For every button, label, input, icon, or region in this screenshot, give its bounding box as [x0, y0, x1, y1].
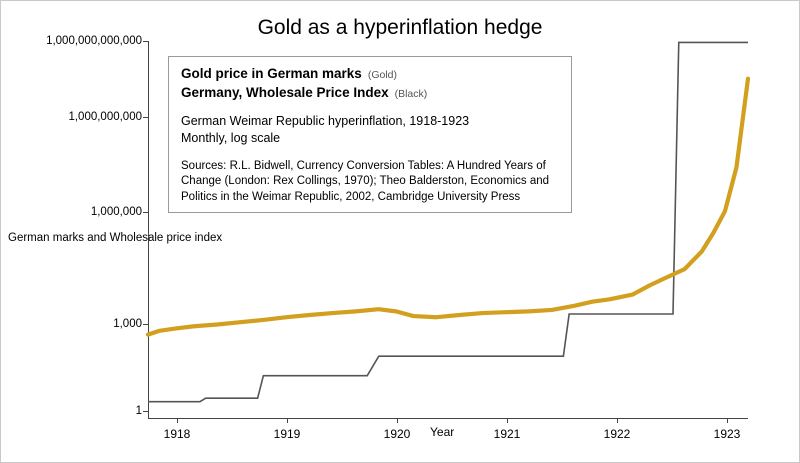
y-tick-label-1e3: 1,000 — [113, 318, 142, 330]
y-tick-label-1: 1 — [135, 405, 142, 417]
x-tick-label-1922: 1922 — [603, 427, 631, 441]
x-axis-title: Year — [430, 425, 455, 439]
x-tick-mark-1919 — [287, 418, 288, 423]
y-tick-label-1e6: 1,000,000 — [90, 206, 142, 218]
x-tick-mark-1922 — [617, 418, 618, 423]
chart-title: Gold as a hyperinflation hedge — [257, 16, 543, 39]
x-tick-mark-1920 — [397, 418, 398, 423]
legend-description-line1: German Weimar Republic hyperinflation, 1918-1923 — [181, 113, 470, 128]
legend-description — [181, 113, 559, 147]
y-tick-label-1e9: 1,000,000,000 — [68, 111, 142, 123]
legend-description-line2: Monthly, log scale — [181, 130, 281, 145]
y-axis-title: German marks and Wholesale price index — [8, 232, 223, 244]
legend-entry-gold — [181, 66, 559, 83]
x-tick-label-1920: 1920 — [383, 427, 411, 441]
legend-label-wpi: Germany, Wholesale Price Index — [181, 84, 389, 100]
x-tick-mark-1921 — [507, 418, 508, 423]
y-tick-label-1e12: 1,000,000,000,000 — [46, 35, 142, 47]
legend-info-box — [168, 56, 572, 213]
x-tick-label-1918: 1918 — [163, 427, 191, 441]
legend-sources: Sources: R.L. Bidwell, Currency Conversion Tables: A Hundred Years of Change (London: Rex Collings, 1970); Theo Balderston, Economics and Politics in the Weimar Republic, 2002, Cambridge University Press — [181, 159, 550, 203]
legend-tag-wpi: (Black) — [394, 87, 428, 100]
legend-label-gold: Gold price in German marks — [181, 66, 362, 81]
x-tick-label-1921: 1921 — [493, 427, 521, 441]
x-tick-mark-1918 — [177, 418, 178, 423]
x-tick-label-1923: 1923 — [713, 427, 741, 441]
frame-left-border — [0, 0, 1, 463]
legend-tag-gold: (Gold) — [367, 69, 398, 81]
x-tick-mark-1923 — [727, 418, 728, 423]
x-tick-label-1919: 1919 — [273, 427, 301, 441]
x-axis-line — [148, 418, 748, 419]
legend-entry-wpi — [181, 85, 559, 102]
frame-top-border — [0, 0, 800, 1]
